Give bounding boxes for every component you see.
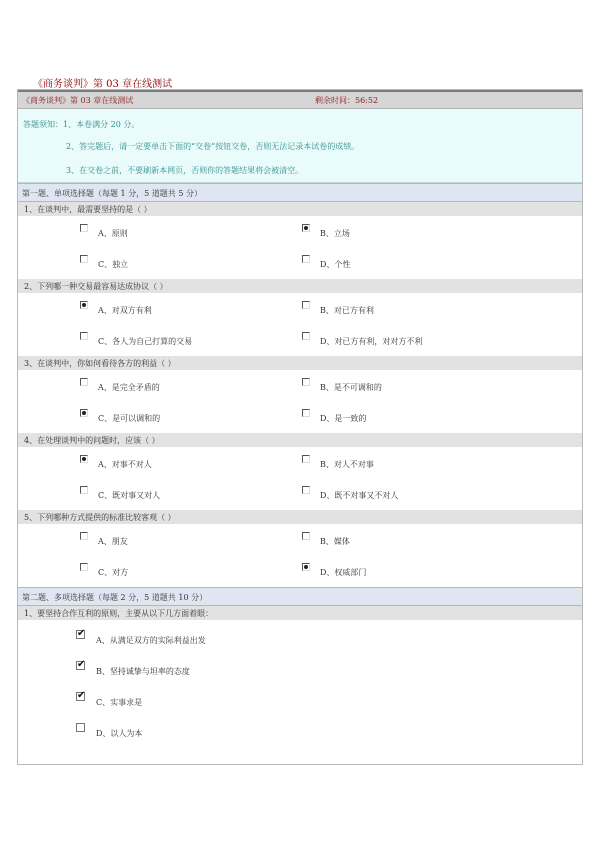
radio-selected-dot bbox=[82, 411, 86, 415]
option-label: D、权威部门 bbox=[320, 568, 367, 577]
checkbox[interactable] bbox=[76, 661, 85, 670]
radio-button[interactable] bbox=[80, 332, 88, 340]
option-d[interactable] bbox=[302, 486, 552, 502]
radio-button[interactable] bbox=[302, 378, 310, 386]
option-a[interactable] bbox=[80, 455, 330, 471]
radio-selected-dot bbox=[304, 226, 308, 230]
option-label: B、立场 bbox=[320, 229, 350, 238]
question-5-options bbox=[18, 524, 582, 587]
option-d[interactable] bbox=[76, 723, 326, 739]
option-c[interactable] bbox=[80, 255, 330, 271]
option-b[interactable] bbox=[302, 455, 552, 471]
option-label: C、独立 bbox=[98, 260, 129, 269]
checkbox[interactable] bbox=[76, 692, 85, 701]
option-a[interactable] bbox=[80, 224, 330, 240]
option-label: A、对事不对人 bbox=[98, 460, 152, 469]
radio-button[interactable] bbox=[302, 455, 310, 463]
question-text: 5、下列哪种方式提供的标准比较客观（ ） bbox=[24, 513, 176, 522]
section-title: 第一题、单项选择题（每题 1 分，5 道题共 5 分） bbox=[22, 189, 202, 198]
section-title: 第二题、多项选择题（每题 2 分，5 道题共 10 分） bbox=[22, 593, 208, 602]
option-label: D、个性 bbox=[320, 260, 351, 269]
check-mark-icon: ✔ bbox=[77, 628, 86, 639]
radio-button[interactable] bbox=[80, 563, 88, 571]
radio-button[interactable] bbox=[302, 224, 310, 232]
option-label: D、既不对事又不对人 bbox=[320, 491, 399, 500]
option-c[interactable] bbox=[80, 563, 330, 579]
question-text: 3、在谈判中，你如何看待各方的利益（ ） bbox=[24, 359, 176, 368]
radio-selected-dot bbox=[304, 565, 308, 569]
option-label: A、从满足双方的实际利益出发 bbox=[96, 636, 206, 645]
option-d[interactable] bbox=[302, 332, 552, 348]
option-label: C、既对事又对人 bbox=[98, 491, 161, 500]
radio-button[interactable] bbox=[80, 455, 88, 463]
section-header-multiple-choice bbox=[18, 587, 582, 606]
radio-button[interactable] bbox=[80, 378, 88, 386]
page-title: 《商务谈判》第 03 章在线测试 bbox=[33, 79, 173, 90]
checkbox[interactable] bbox=[76, 630, 85, 639]
radio-button[interactable] bbox=[80, 409, 88, 417]
option-label: D、是一致的 bbox=[320, 414, 367, 423]
radio-selected-dot bbox=[82, 303, 86, 307]
option-label: D、以人为本 bbox=[96, 729, 143, 738]
radio-button[interactable] bbox=[302, 301, 310, 309]
option-label: C、各人为自己打算的交易 bbox=[98, 337, 193, 346]
option-c[interactable] bbox=[80, 332, 330, 348]
exam-title-bar bbox=[18, 92, 582, 109]
section-header-single-choice bbox=[18, 183, 582, 202]
option-b[interactable] bbox=[302, 224, 552, 240]
option-label: B、坚持诚挚与坦率的态度 bbox=[96, 667, 190, 676]
check-mark-icon: ✔ bbox=[77, 690, 86, 701]
instruction-line-3: 3、在交卷之前，不要刷新本网页，否则你的答题结果将会被清空。 bbox=[66, 166, 304, 175]
option-b[interactable] bbox=[302, 378, 552, 394]
question-3-options bbox=[18, 370, 582, 433]
radio-button[interactable] bbox=[80, 224, 88, 232]
option-label: B、对已方有利 bbox=[320, 306, 374, 315]
mc-question-1-options bbox=[18, 620, 582, 744]
exam-panel bbox=[17, 89, 583, 765]
option-label: C、是可以调和的 bbox=[98, 414, 161, 423]
radio-selected-dot bbox=[82, 457, 86, 461]
radio-button[interactable] bbox=[80, 486, 88, 494]
instruction-line-1: 答题须知：1、本卷满分 20 分。 bbox=[23, 120, 140, 129]
countdown-timer: 剩余时间：56:52 bbox=[315, 96, 379, 105]
checkbox[interactable] bbox=[76, 723, 85, 732]
option-label: A、对双方有利 bbox=[98, 306, 152, 315]
option-c[interactable] bbox=[80, 486, 330, 502]
radio-button[interactable] bbox=[302, 532, 310, 540]
exam-instructions bbox=[18, 109, 582, 183]
option-b[interactable] bbox=[302, 532, 552, 548]
option-d[interactable] bbox=[302, 255, 552, 271]
option-label: B、是不可调和的 bbox=[320, 383, 382, 392]
radio-button[interactable] bbox=[302, 255, 310, 263]
option-d[interactable] bbox=[302, 563, 552, 579]
question-5-header bbox=[18, 510, 582, 524]
radio-button[interactable] bbox=[80, 255, 88, 263]
option-label: C、实事求是 bbox=[96, 698, 143, 707]
question-1-options bbox=[18, 216, 582, 279]
option-label: A、是完全矛盾的 bbox=[98, 383, 160, 392]
option-a[interactable] bbox=[80, 301, 330, 317]
option-label: B、对人不对事 bbox=[320, 460, 374, 469]
radio-button[interactable] bbox=[80, 301, 88, 309]
question-1-header bbox=[18, 202, 582, 216]
option-c[interactable] bbox=[76, 692, 326, 708]
question-2-options bbox=[18, 293, 582, 356]
option-c[interactable] bbox=[80, 409, 330, 425]
option-b[interactable] bbox=[302, 301, 552, 317]
question-text: 1、在谈判中，最需要坚持的是（ ） bbox=[24, 205, 152, 214]
option-label: B、媒体 bbox=[320, 537, 350, 546]
question-text: 2、下列哪一种交易最容易达成协议（ ） bbox=[24, 282, 168, 291]
instruction-line-2: 2、答完题后，请一定要单击下面的“交卷”按钮交卷，否则无法记录本试卷的成绩。 bbox=[66, 142, 360, 151]
option-a[interactable] bbox=[80, 378, 330, 394]
radio-button[interactable] bbox=[302, 409, 310, 417]
question-4-options bbox=[18, 447, 582, 510]
mc-question-1-header bbox=[18, 606, 582, 620]
option-label: D、对已方有利，对对方不利 bbox=[320, 337, 423, 346]
exam-title: 《商务谈判》第 03 章在线测试 bbox=[22, 96, 134, 105]
option-label: A、原则 bbox=[98, 229, 128, 238]
radio-button[interactable] bbox=[302, 486, 310, 494]
option-label: C、对方 bbox=[98, 568, 129, 577]
question-text: 4、在处理谈判中的问题时，应该（ ） bbox=[24, 436, 160, 445]
option-a[interactable] bbox=[76, 630, 326, 646]
question-2-header bbox=[18, 279, 582, 293]
option-b[interactable] bbox=[76, 661, 326, 677]
radio-button[interactable] bbox=[80, 532, 88, 540]
question-4-header bbox=[18, 433, 582, 447]
radio-button[interactable] bbox=[302, 563, 310, 571]
option-d[interactable] bbox=[302, 409, 552, 425]
check-mark-icon: ✔ bbox=[77, 659, 86, 670]
question-text: 1、要坚持合作互利的原则，主要从以下几方面着眼： bbox=[24, 609, 214, 618]
question-3-header bbox=[18, 356, 582, 370]
option-label: A、朋友 bbox=[98, 537, 128, 546]
radio-button[interactable] bbox=[302, 332, 310, 340]
option-a[interactable] bbox=[80, 532, 330, 548]
